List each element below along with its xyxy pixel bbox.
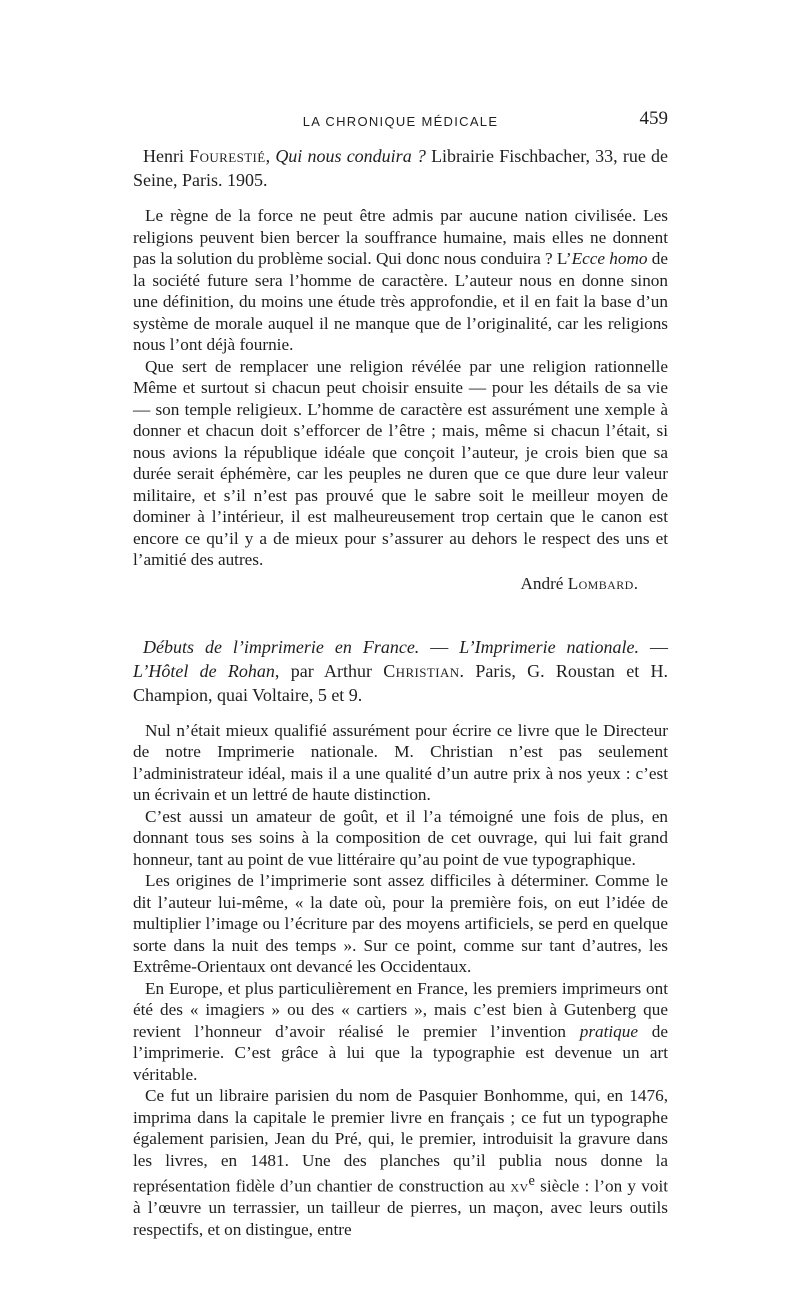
text-segment: siècle : l’on y voit à l’œuvre un terrassier, un tailleur de pierres, un maçon, avec leurs outils respectifs, et on distingue, entre: [133, 1176, 668, 1239]
text-segment: Librairie Fischbacher, 33, rue de Seine, Paris. 1905.: [133, 146, 668, 190]
text-segment: En Europe, et plus particulièrement en France, les premiers imprimeurs ont été des « imagiers » ou des « cartiers », mais c’est bien à Gutenberg que revient l’honneur d’avoir réalisé le premier l’invention: [133, 978, 668, 1041]
section-gap: [133, 595, 668, 629]
small-caps-text: Christian: [383, 660, 460, 681]
text-segment: Henri: [143, 146, 190, 166]
text-segment: , par Arthur: [274, 660, 384, 681]
review-paragraph: [133, 806, 668, 871]
review-entry-1: [133, 144, 668, 595]
text-segment: ,: [265, 146, 276, 166]
review-paragraph: [133, 720, 668, 806]
text-segment: Que sert de remplacer une religion révélée par une religion rationnelle Même et surtout si chacun peut choisir ensuite — pour les détails de sa vie — son temple religieux. L’homme de caractère est assurément une xemple à donner et chacun doit s’efforcer de l’être ; mais, même si chacun l’était, si nous avions la république idéale que conçoit l’auteur, je crois bien que sa durée serait éphémère, car les peuples ne duren que ce que dure leur valeur militaire, et s’il n’est pas prouvé que le sabre soit le meilleur moyen de dominer à l’intérieur, il est malheureusement trop certain que le canon est encore ce qu’il y a de mieux pour s’assurer au dehors le respect des uns et l’amitié des autres.: [133, 356, 668, 569]
italic-text: Qui nous conduira ?: [275, 146, 426, 166]
running-title: LA CHRONIQUE MÉDICALE: [302, 114, 499, 129]
text-segment: C’est aussi un amateur de goût, et il l’a témoigné une fois de plus, en donnant tous ses soins à la composition de cet ouvrage, qui lui fait grand honneur, tant au point de vue littéraire qu’au point de vue typographique.: [133, 806, 668, 869]
small-caps-text: xv: [510, 1176, 529, 1196]
review-paragraph: [133, 356, 668, 571]
text-segment: Le règne de la force ne peut être admis par aucune nation civilisée. Les religions peuvent bien bercer la souffrance humaine, mais elles ne donnent pas la solution du problème social. Qui donc nous conduira ? L’: [133, 206, 668, 268]
review-paragraph: [133, 978, 668, 1086]
italic-text: Ecce homo: [571, 249, 648, 268]
text-segment: de la société future sera l’homme de caractère. L’auteur nous en donne sinon une définition, du moins une étude très approfondie, et il en fait la base d’un système de morale auquel il ne manque que de l’originalité, car les religions nous l’ont déjà fournie.: [133, 249, 668, 354]
book-page: [133, 108, 668, 1240]
page-number: 459: [639, 108, 668, 129]
review-paragraph: [133, 205, 668, 356]
review-paragraph: [133, 870, 668, 978]
small-caps-text: Lombard: [567, 573, 634, 593]
running-head: [133, 108, 668, 138]
text-segment: André: [520, 573, 568, 593]
text-segment: Ce fut un libraire parisien du nom de Pasquier Bonhomme, qui, en 1476, imprima dans la capitale le premier livre en français ; ce fut un typographe également parisien, Jean du Pré, qui, le premier, introduisit la gravure dans les livres, en 1481. Une des planches qu’il publia nous donne la représentation fidèle d’un chantier de construction au: [133, 1086, 668, 1196]
small-caps-text: Fourestié: [189, 146, 266, 166]
text-segment: —: [419, 636, 460, 657]
italic-text: L’Imprimerie nationale.: [459, 636, 640, 657]
superscript-text: e: [528, 1173, 535, 1189]
text-segment: Les origines de l’imprimerie sont assez difficiles à déterminer. Comme le dit l’auteur lui-même, « la date où, pour la première fois, on eut l’idée de multiplier l’image ou l’écriture par des moyens artificiels, se perd en quelque sorte dans la nuit des temps ». Sur ce point, comme sur tant d’autres, les Extrême-Orientaux ont devancé les Occidentaux.: [133, 871, 668, 976]
review-citation: [133, 635, 668, 707]
text-segment: Nul n’était mieux qualifié assurément pour écrire ce livre que le Directeur de notre Imprimerie nationale. M. Christian n’est pas seulement l’administrateur idéal, mais il a une qualité d’un autre prix à nos yeux : c’est un écrivain et un lettré de haute distinction.: [133, 720, 668, 804]
review-entry-2: [133, 635, 668, 1241]
review-signature: [133, 573, 668, 595]
italic-text: Débuts de l’imprimerie en France.: [143, 636, 420, 657]
text-segment: .: [633, 573, 638, 593]
italic-text: pratique: [579, 1021, 638, 1041]
text-segment: de l’imprimerie. C’est grâce à lui que la typographie est devenue un art véritable.: [133, 1021, 668, 1084]
text-segment: —: [639, 636, 668, 657]
text-segment: . Paris, G. Roustan et H. Champion, quai Voltaire, 5 et 9.: [133, 660, 668, 705]
italic-text: L’Hôtel de Rohan: [133, 660, 275, 681]
review-paragraph: [133, 1085, 668, 1240]
review-citation: [133, 144, 668, 192]
